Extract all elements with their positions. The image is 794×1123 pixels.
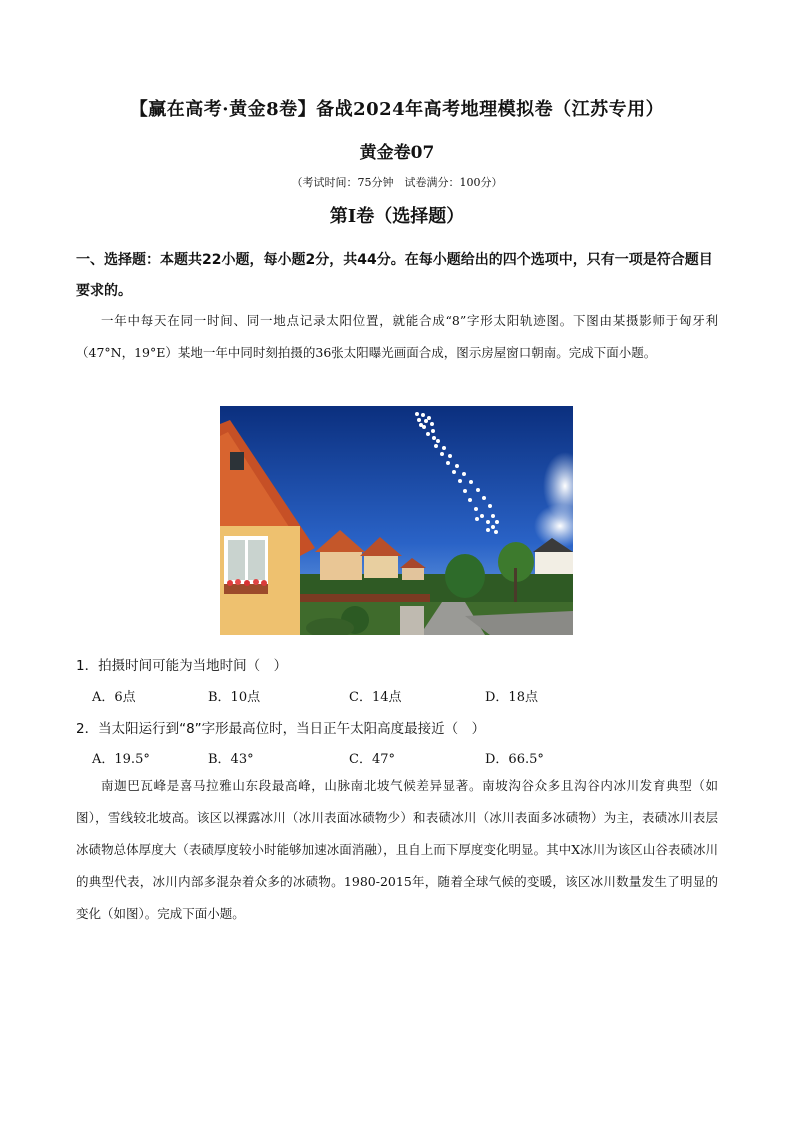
question-2-stem: 2．当太阳运行到“8”字形最高位时，当日正午太阳高度最接近（ ） xyxy=(76,721,486,737)
exam-subtitle: 黄金卷07 xyxy=(359,143,435,163)
question-2-options xyxy=(92,748,712,768)
exam-info: （考试时间：75分钟 试卷满分：100分） xyxy=(291,176,503,189)
q2-option-d[interactable]: D．66.5° xyxy=(485,752,544,767)
analemma-photo xyxy=(220,406,573,635)
exam-title: 【赢在高考·黄金8卷】备战2024年高考地理模拟卷（江苏专用） xyxy=(129,99,665,120)
q2-option-a[interactable]: A．19.5° xyxy=(92,752,150,767)
q2-option-b[interactable]: B．43° xyxy=(208,752,254,767)
section-instruction: 一、选择题：本题共22小题，每小题2分，共44分。在每小题给出的四个选项中，只有一项是符合题目要求的。 xyxy=(76,252,713,299)
question-1-options xyxy=(92,686,712,706)
q2-option-c[interactable]: C．47° xyxy=(349,752,395,767)
q1-option-d[interactable]: D．18点 xyxy=(485,690,538,705)
passage-analemma: 一年中每天在同一时间、同一地点记录太阳位置，就能合成“8”字形太阳轨迹图。下图由某摄影师于匈牙利（47°N，19°E）某地一年中同时刻拍摄的36张太阳曝光画面合成，图示房屋窗口朝南。完成下面小题。 xyxy=(76,313,718,360)
q1-option-b[interactable]: B．10点 xyxy=(208,690,261,705)
question-1-stem: 1．拍摄时间可能为当地时间（ ） xyxy=(76,658,288,674)
passage-glacier: 南迦巴瓦峰是喜马拉雅山东段最高峰，山脉南北坡气候差异显著。南坡沟谷众多且沟谷内冰川发育典型（如图），雪线较北坡高。该区以裸露冰川（冰川表面冰碛物少）和表碛冰川（冰川表面多冰碛物）为主，表碛冰川表层冰碛物总体厚度大（表碛厚度较小时能够加速冰面消融），且自上而下厚度变化明显。其中X冰川为该区山谷表碛冰川的典型代表，冰川内部多混杂着众多的冰碛物。1980-2015年，随着全球气候的变暖，该区冰川数量发生了明显的变化（如图）。完成下面小题。 xyxy=(76,778,718,921)
section-title: 第Ⅰ卷（选择题） xyxy=(329,206,465,227)
q1-option-c[interactable]: C．14点 xyxy=(349,690,402,705)
q1-option-a[interactable]: A．6点 xyxy=(92,690,136,705)
